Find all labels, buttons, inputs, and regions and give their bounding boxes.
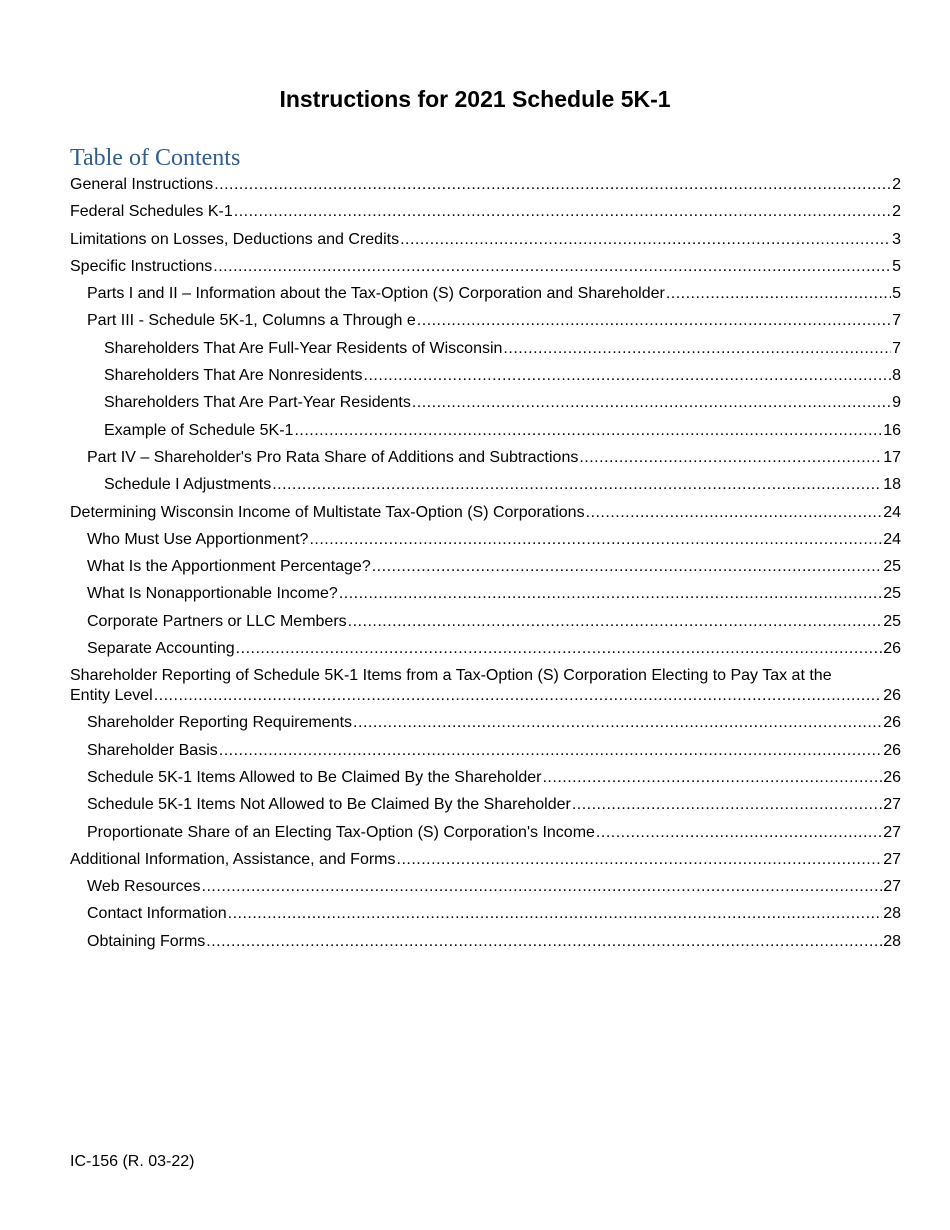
toc-entry-page: 8	[892, 367, 901, 385]
toc-entry-page: 26	[883, 714, 901, 732]
toc-entry-page: 25	[883, 585, 901, 603]
toc-entry-title: Shareholders That Are Part-Year Residents	[104, 394, 411, 412]
dot-leader	[154, 686, 882, 706]
toc-entry-shareholder-basis[interactable]	[70, 737, 901, 764]
toc-entry-title-line1: Shareholder Reporting of Schedule 5K-1 Items from a Tax-Option (S) Corporation Electing to Pay Tax at the	[70, 667, 832, 685]
toc-entry-page: 7	[892, 339, 901, 357]
dot-leader	[579, 444, 882, 471]
toc-entry-page: 2	[892, 203, 901, 221]
toc-entry-page: 7	[892, 312, 901, 330]
toc-entry-separate-accounting[interactable]	[70, 635, 901, 662]
page-title: Instructions for 2021 Schedule 5K-1	[279, 86, 671, 112]
dot-leader	[397, 846, 883, 873]
toc-entry-title: Example of Schedule 5K-1	[104, 421, 294, 439]
toc-entry-title: Who Must Use Apportionment?	[87, 530, 309, 548]
toc-entry-title: Federal Schedules K-1	[70, 203, 233, 221]
toc-entry-title: Determining Wisconsin Income of Multistate Tax-Option (S) Corporations	[70, 503, 585, 521]
toc-entry-page: 26	[883, 768, 901, 786]
toc-entry-shareholder-reporting-entity-level[interactable]	[70, 662, 901, 709]
dot-leader	[234, 198, 891, 225]
form-footer: IC-156 (R. 03-22)	[70, 1153, 195, 1170]
toc-entry-title: Web Resources	[87, 878, 201, 896]
toc-entry-items-not-allowed[interactable]	[70, 791, 901, 818]
toc-entry-example-5k1[interactable]	[70, 417, 901, 444]
toc-entry-page: 28	[883, 932, 901, 950]
toc-entry-page: 26	[883, 741, 901, 759]
toc-entry-obtaining-forms[interactable]	[70, 928, 901, 955]
toc-entry-title: Separate Accounting	[87, 640, 235, 658]
dot-leader	[412, 389, 891, 416]
dot-leader	[309, 526, 882, 553]
toc-entry-title: Parts I and II – Information about the Tax-Option (S) Corporation and Shareholder	[87, 285, 665, 303]
toc-entry-part-year-residents[interactable]	[70, 389, 901, 416]
dot-leader	[417, 307, 891, 334]
toc-entry-page: 18	[883, 476, 901, 494]
toc-entry-page: 9	[892, 394, 901, 412]
dot-leader	[666, 280, 891, 307]
dot-leader	[206, 928, 882, 955]
toc-entry-page: 27	[883, 796, 901, 814]
toc-entry-page: 26	[883, 640, 901, 658]
dot-leader	[596, 819, 882, 846]
toc-entry-title: Shareholder Basis	[87, 741, 218, 759]
toc-entry-title: Shareholders That Are Full-Year Residents of Wisconsin	[104, 339, 503, 357]
dot-leader	[348, 608, 883, 635]
toc-entry-page: 25	[883, 558, 901, 576]
toc-entry-page: 24	[883, 503, 901, 521]
dot-leader	[219, 737, 882, 764]
toc-entry-page: 3	[892, 230, 901, 248]
toc-entry-title: Corporate Partners or LLC Members	[87, 612, 347, 630]
toc-entry-part-iii[interactable]	[70, 307, 901, 334]
toc-entry-title: General Instructions	[70, 176, 214, 193]
toc-entry-title: Schedule I Adjustments	[104, 476, 272, 494]
toc-entry-title: What Is Nonapportionable Income?	[87, 585, 338, 603]
toc-entry-title: Obtaining Forms	[87, 932, 206, 950]
toc-entry-who-must-use[interactable]	[70, 526, 901, 553]
toc-entry-page: 5	[892, 285, 901, 303]
toc-entry-title: What Is the Apportionment Percentage?	[87, 558, 371, 576]
toc-entry-page: 24	[883, 530, 901, 548]
table-of-contents	[70, 171, 901, 955]
toc-entry-title: Proportionate Share of an Electing Tax-Option (S) Corporation's Income	[87, 823, 595, 841]
toc-entry-additional-information[interactable]	[70, 846, 901, 873]
toc-entry-page: 27	[883, 850, 901, 868]
toc-entry-title: Additional Information, Assistance, and Forms	[70, 850, 396, 868]
toc-entry-parts-i-ii[interactable]	[70, 280, 901, 307]
toc-entry-title: Contact Information	[87, 905, 227, 923]
toc-entry-title: Schedule 5K-1 Items Allowed to Be Claimed By the Shareholder	[87, 768, 542, 786]
toc-entry-page: 5	[892, 257, 901, 275]
toc-entry-contact-information[interactable]	[70, 900, 901, 927]
toc-entry-page: 28	[883, 905, 901, 923]
dot-leader	[400, 226, 891, 253]
toc-entry-title: Specific Instructions	[70, 257, 213, 275]
dot-leader	[214, 171, 891, 198]
toc-entry-title-line2: Entity Level	[70, 687, 153, 705]
dot-leader	[339, 580, 882, 607]
toc-entry-title: Shareholders That Are Nonresidents	[104, 367, 363, 385]
toc-entry-nonapportionable[interactable]	[70, 580, 901, 607]
toc-entry-limitations[interactable]	[70, 226, 901, 253]
toc-entry-multistate[interactable]	[70, 499, 901, 526]
dot-leader	[294, 417, 882, 444]
toc-entry-proportionate-share[interactable]	[70, 819, 901, 846]
toc-entry-reporting-requirements[interactable]	[70, 709, 901, 736]
dot-leader	[503, 335, 891, 362]
toc-entry-corporate-partners[interactable]	[70, 608, 901, 635]
toc-entry-page: 2	[892, 176, 901, 193]
toc-entry-page: 27	[883, 878, 901, 896]
dot-leader	[202, 873, 883, 900]
toc-entry-apportionment-percentage[interactable]	[70, 553, 901, 580]
dot-leader	[364, 362, 892, 389]
toc-entry-schedule-i[interactable]	[70, 471, 901, 498]
dot-leader	[572, 791, 882, 818]
toc-entry-federal-schedules-k1[interactable]	[70, 198, 901, 225]
toc-entry-title: Shareholder Reporting Requirements	[87, 714, 353, 732]
dot-leader	[353, 709, 882, 736]
dot-leader	[372, 553, 882, 580]
toc-entry-page: 27	[883, 823, 901, 841]
toc-entry-general-instructions[interactable]	[70, 171, 901, 198]
dot-leader	[228, 900, 883, 927]
toc-entry-title: Limitations on Losses, Deductions and Credits	[70, 230, 400, 248]
toc-entry-title: Part III - Schedule 5K-1, Columns a Through e	[87, 312, 416, 330]
toc-entry-page: 25	[883, 612, 901, 630]
toc-entry-page: 16	[883, 421, 901, 439]
dot-leader	[213, 253, 891, 280]
toc-entry-full-year-residents[interactable]	[70, 335, 901, 362]
toc-entry-page: 26	[883, 687, 901, 705]
dot-leader	[586, 499, 883, 526]
toc-entry-specific-instructions[interactable]	[70, 253, 901, 280]
toc-entry-part-iv[interactable]	[70, 444, 901, 471]
dot-leader	[272, 471, 882, 498]
dot-leader	[236, 635, 883, 662]
toc-entry-title: Schedule 5K-1 Items Not Allowed to Be Claimed By the Shareholder	[87, 796, 571, 814]
toc-entry-web-resources[interactable]	[70, 873, 901, 900]
toc-entry-nonresidents[interactable]	[70, 362, 901, 389]
toc-heading: Table of Contents	[70, 145, 241, 171]
toc-entry-items-allowed[interactable]	[70, 764, 901, 791]
toc-entry-title: Part IV – Shareholder's Pro Rata Share of Additions and Subtractions	[87, 448, 579, 466]
toc-entry-page: 17	[883, 448, 901, 466]
dot-leader	[542, 764, 882, 791]
